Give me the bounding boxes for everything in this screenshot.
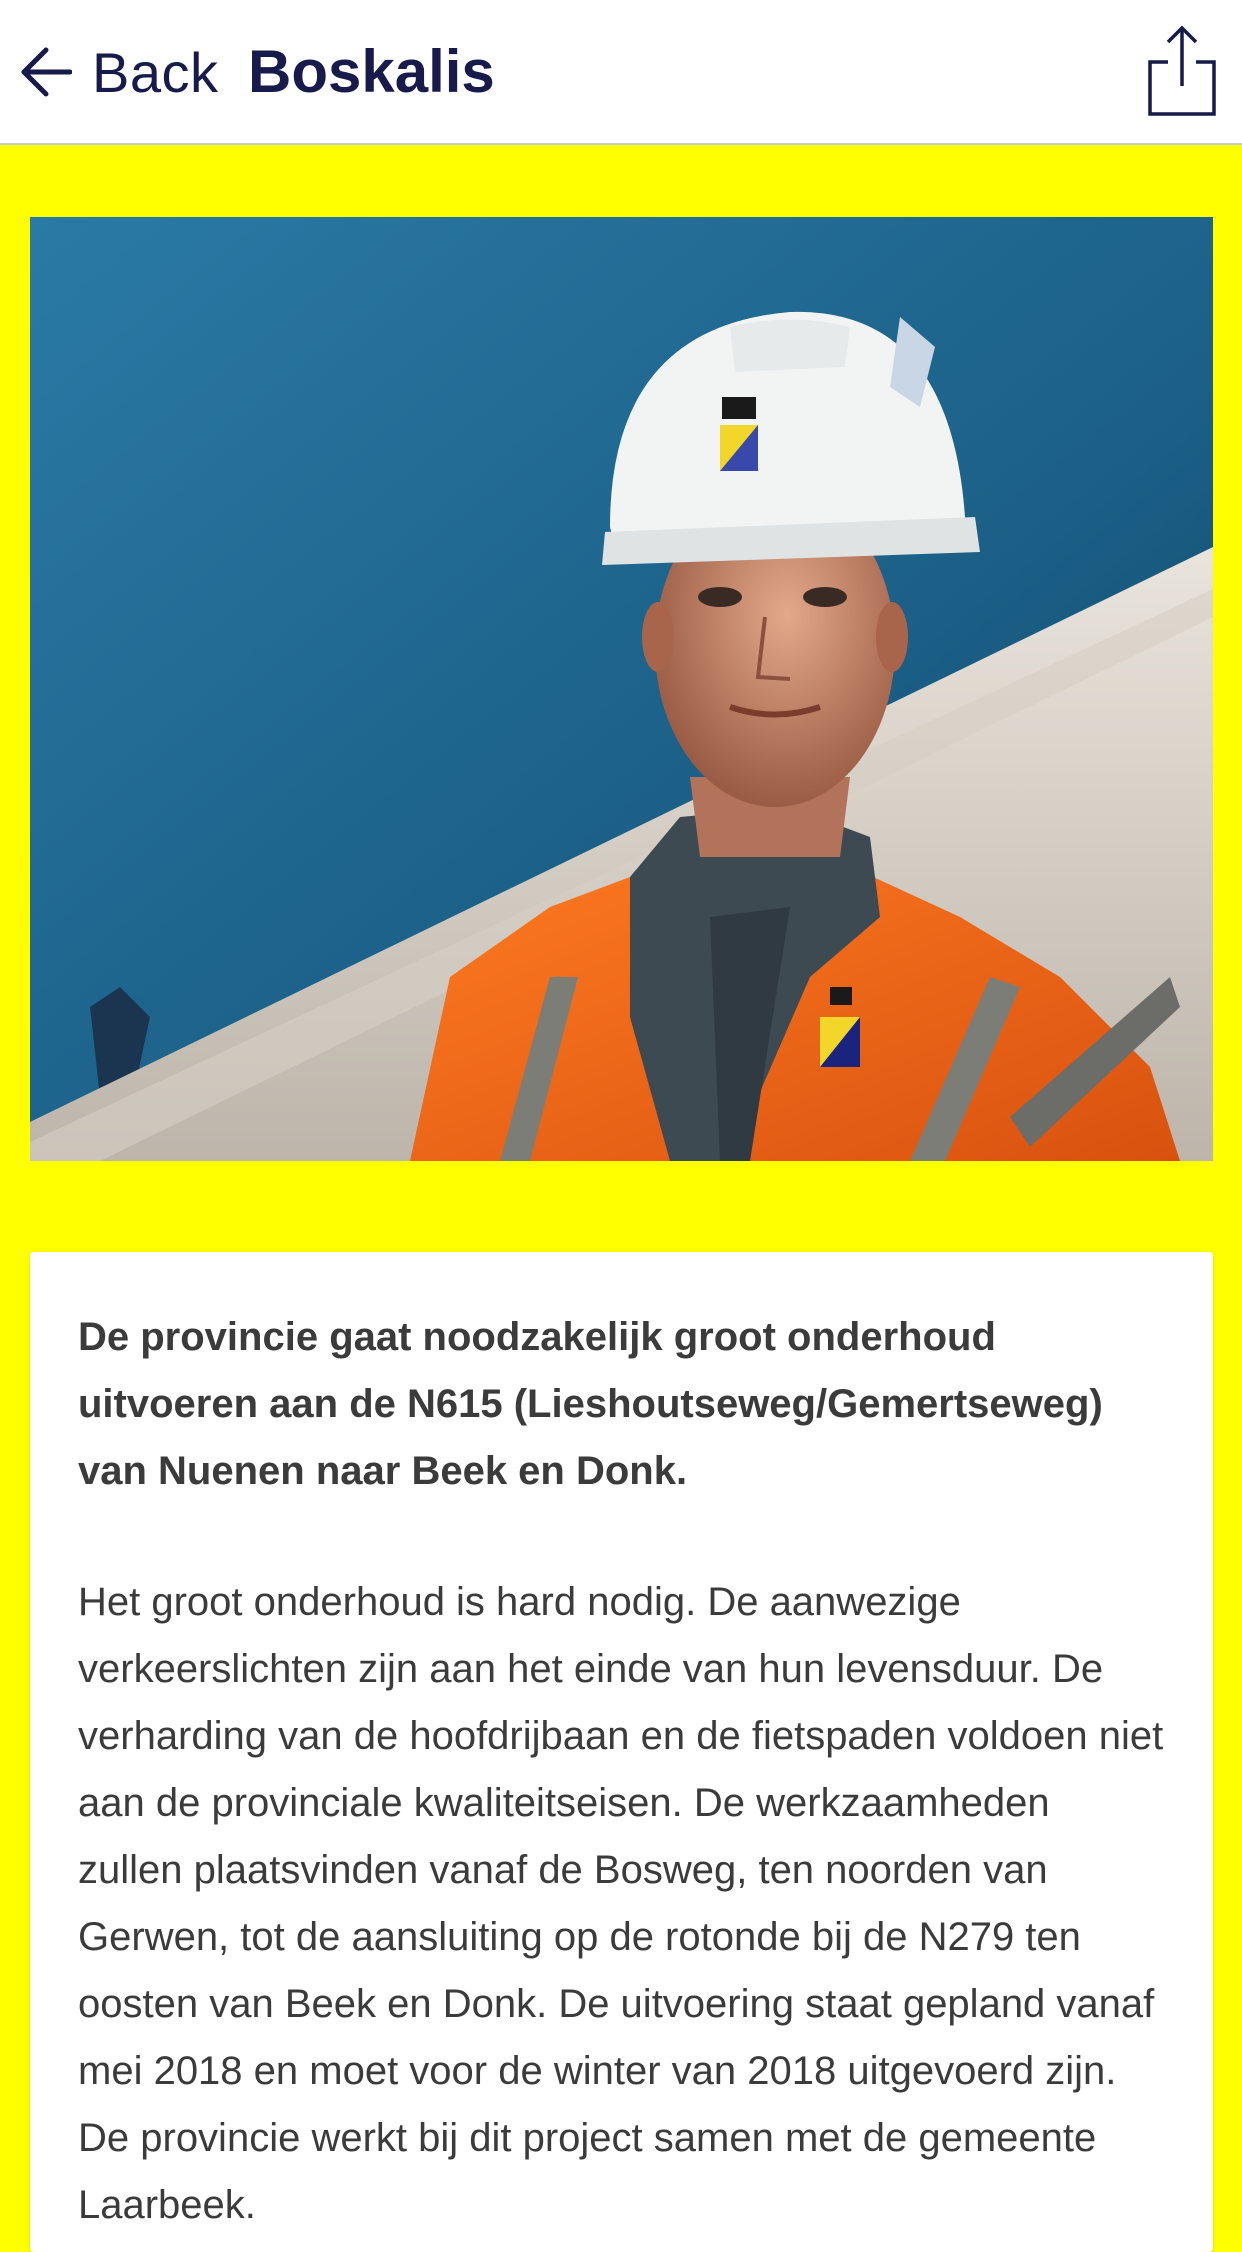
arrow-left-icon — [20, 46, 72, 98]
top-navigation-bar — [0, 0, 1242, 145]
back-label: Back — [92, 40, 219, 104]
worker-photo — [30, 217, 1213, 1161]
article-lead: De provincie gaat noodzakelijk groot onderhoud uitvoeren aan de N615 (Lieshoutseweg/Gemertseweg) van Nuenen naar Beek en Donk. — [78, 1315, 1103, 1493]
share-icon — [1146, 103, 1218, 120]
article-body: Het groot onderhoud is hard nodig. De aanwezige verkeerslichten zijn aan het einde van hun levensduur. De verharding van de hoofdrijbaan en de fietspaden voldoen niet aan de provinciale kwaliteitseisen. De werkzaamheden zullen plaatsvinden vanaf de Bosweg, ten noorden van Gerwen, tot de aansluiting op de rotonde bij de N279 ten oosten van Beek en Donk. De uitvoering staat gepland vanaf mei 2018 en moet voor de winter van 2018 uitgevoerd zijn. De provincie werkt bij dit project samen met de gemeente Laarbeek. — [78, 1580, 1164, 2227]
hero-image — [30, 217, 1213, 1161]
page-title: Boskalis — [248, 38, 495, 105]
back-button[interactable] — [20, 34, 219, 110]
share-button[interactable] — [1146, 24, 1218, 116]
article-card — [30, 1252, 1213, 2252]
